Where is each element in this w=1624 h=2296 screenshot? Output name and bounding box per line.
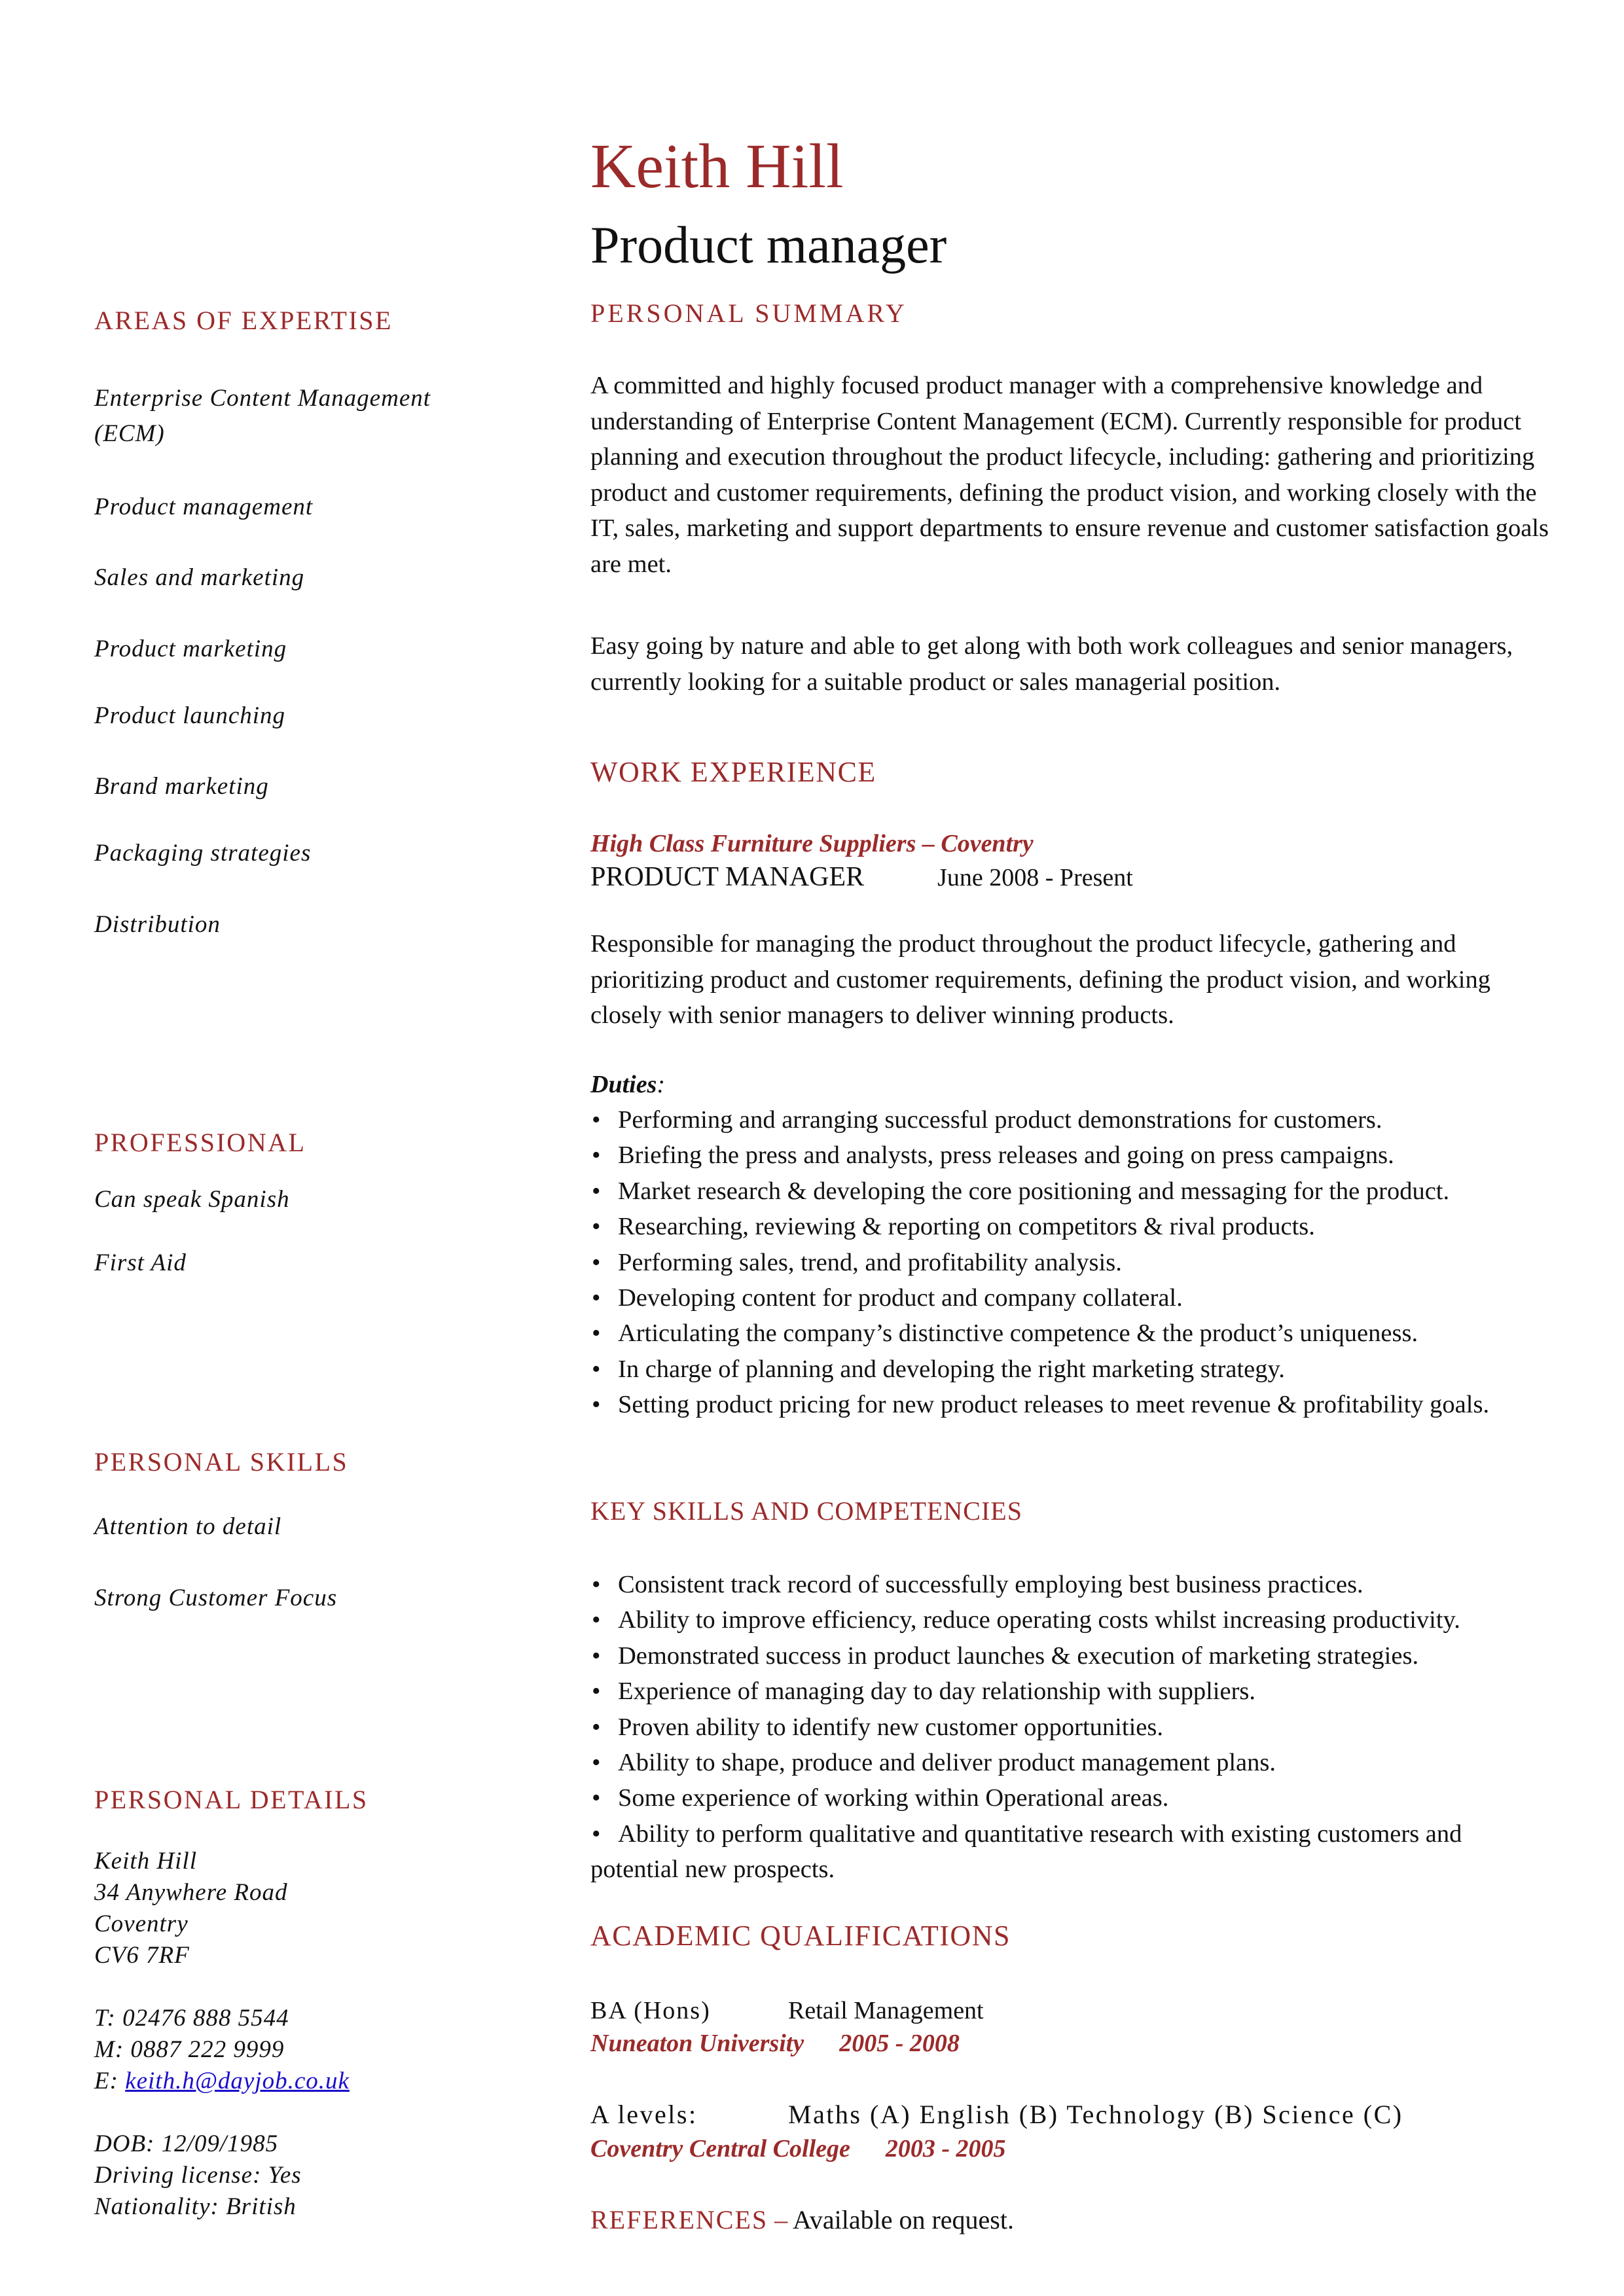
expertise-item: Product management xyxy=(94,493,314,520)
details-email-row xyxy=(94,2066,350,2097)
list-item: • Briefing the press and analysts, press releases and going on press campaigns. xyxy=(590,1138,1553,1173)
list-item: • Researching, reviewing & reporting on competitors & rival products. xyxy=(590,1209,1553,1244)
skill-item: Strong Customer Focus xyxy=(94,1585,338,1611)
details-heading: PERSONAL DETAILS xyxy=(94,1785,369,1814)
university-name: Nuneaton University xyxy=(590,2030,804,2057)
university-row xyxy=(590,2029,960,2058)
alevels-label: A levels: xyxy=(590,2100,698,2129)
list-item: • Experience of managing day to day relationship with suppliers. xyxy=(590,1674,1553,1709)
alevels-grades: Maths (A) English (B) Technology (B) Science (C) xyxy=(788,2100,1403,2129)
references-separator: – xyxy=(768,2205,793,2234)
university-years: 2005 - 2008 xyxy=(839,2030,960,2057)
list-item: • Ability to perform qualitative and quantitative research with existing customers and potential new prospects. xyxy=(590,1816,1553,1888)
details-phone: T: 02476 888 5544 xyxy=(94,2005,289,2032)
expertise-item: Packaging strategies xyxy=(94,840,312,867)
bullet-icon: • xyxy=(592,1677,601,1706)
expertise-item: Enterprise Content Management (ECM) xyxy=(94,385,431,447)
list-item: • Setting product pricing for new product releases to meet revenue & profitability goals. xyxy=(590,1387,1553,1422)
skills-heading: PERSONAL SKILLS xyxy=(94,1447,349,1477)
skill-item: Attention to detail xyxy=(94,1513,282,1540)
details-postcode: CV6 7RF xyxy=(94,1942,190,1969)
degree: BA (Hons) xyxy=(590,1997,711,2024)
list-item: • In charge of planning and developing the right marketing strategy. xyxy=(590,1352,1553,1387)
college-row xyxy=(590,2134,1006,2163)
list-item: • Developing content for product and company collateral. xyxy=(590,1280,1553,1316)
bullet-icon: • xyxy=(592,1820,601,1848)
details-driving: Driving license: Yes xyxy=(94,2162,302,2189)
professional-heading: PROFESSIONAL xyxy=(94,1128,306,1157)
employer-name: High Class Furniture Suppliers – Coventry xyxy=(590,830,1034,857)
bullet-icon: • xyxy=(592,1749,601,1777)
list-item: • Articulating the company’s distinctive competence & the product’s uniqueness. xyxy=(590,1316,1553,1351)
expertise-item: Product marketing xyxy=(94,636,287,662)
list-item: • Demonstrated success in product launches & execution of marketing strategies. xyxy=(590,1638,1553,1674)
bullet-icon: • xyxy=(592,1355,601,1383)
details-nationality: Nationality: British xyxy=(94,2193,297,2220)
duties-colon: : xyxy=(657,1071,666,1098)
academic-heading: ACADEMIC QUALIFICATIONS xyxy=(590,1920,1011,1952)
expertise-item: Distribution xyxy=(94,911,221,938)
list-item: • Proven ability to identify new customer opportunities. xyxy=(590,1710,1553,1745)
key-skills-list xyxy=(590,1567,1553,1888)
professional-item: First Aid xyxy=(94,1249,187,1276)
duties-list xyxy=(590,1102,1553,1423)
expertise-heading: AREAS OF EXPERTISE xyxy=(94,306,393,335)
email-link[interactable]: keith.h@dayjob.co.uk xyxy=(125,2068,350,2094)
email-label: E: xyxy=(94,2068,126,2094)
bullet-icon: • xyxy=(592,1713,601,1741)
list-item: • Ability to shape, produce and deliver product management plans. xyxy=(590,1745,1553,1780)
alevels-row xyxy=(590,2099,1553,2132)
references-label: REFERENCES xyxy=(590,2205,768,2234)
list-item: • Performing sales, trend, and profitability analysis. xyxy=(590,1245,1553,1280)
bullet-icon: • xyxy=(592,1641,601,1670)
list-item: • Performing and arranging successful product demonstrations for customers. xyxy=(590,1102,1553,1138)
details-dob: DOB: 12/09/1985 xyxy=(94,2130,279,2157)
expertise-item: Sales and marketing xyxy=(94,564,305,591)
list-item: • Ability to improve efficiency, reduce operating costs whilst increasing productivity. xyxy=(590,1602,1553,1638)
candidate-name: Keith Hill xyxy=(590,131,844,201)
bullet-icon: • xyxy=(592,1784,601,1812)
details-city: Coventry xyxy=(94,1910,189,1937)
duties-label-text: Duties xyxy=(590,1071,657,1098)
bullet-icon: • xyxy=(592,1141,601,1170)
degree-row xyxy=(590,1996,1553,2029)
experience-heading: WORK EXPERIENCE xyxy=(590,756,876,788)
bullet-icon: • xyxy=(592,1391,601,1419)
expertise-item: Product launching xyxy=(94,702,286,729)
summary-heading: PERSONAL SUMMARY xyxy=(590,298,907,328)
summary-paragraph: Easy going by nature and able to get along with both work colleagues and senior managers, currently looking for a suitable product or sales managerial position. xyxy=(590,632,1513,696)
job-line xyxy=(590,861,1133,893)
degree-subject: Retail Management xyxy=(788,1997,984,2024)
list-item: • Market research & developing the core positioning and messaging for the product. xyxy=(590,1174,1553,1209)
college-name: Coventry Central College xyxy=(590,2135,850,2162)
job-description: Responsible for managing the product throughout the product lifecycle, gathering and prioritizing product and customer requirements, defining the product vision, and working closely with senior managers to deliver winning products. xyxy=(590,930,1490,1029)
references-row xyxy=(590,2204,1014,2235)
references-text: Available on request. xyxy=(792,2205,1014,2234)
job-title: PRODUCT MANAGER xyxy=(590,862,865,892)
list-item: • Some experience of working within Operational areas. xyxy=(590,1780,1553,1816)
bullet-icon: • xyxy=(592,1319,601,1348)
bullet-icon: • xyxy=(592,1571,601,1598)
expertise-item: Brand marketing xyxy=(94,773,269,800)
duties-label xyxy=(590,1070,665,1099)
bullet-icon: • xyxy=(592,1213,601,1241)
bullet-icon: • xyxy=(592,1606,601,1634)
list-item: • Consistent track record of successfully employing best business practices. xyxy=(590,1567,1553,1602)
bullet-icon: • xyxy=(592,1248,601,1276)
key-skills-heading: KEY SKILLS AND COMPETENCIES xyxy=(590,1496,1022,1526)
details-mobile: M: 0887 222 9999 xyxy=(94,2036,285,2063)
details-street: 34 Anywhere Road xyxy=(94,1879,288,1906)
details-name: Keith Hill xyxy=(94,1848,197,1874)
summary-paragraph: A committed and highly focused product manager with a comprehensive knowledge and understanding of Enterprise Content Management (ECM). Currently responsible for product planning and execution throughout the product lifecycle, including: gathering and prioritizing product and customer requirements, defining the product vision, and working closely with the IT, sales, marketing and support departments to ensure revenue and customer satisfaction goals are met. xyxy=(590,372,1549,578)
college-years: 2003 - 2005 xyxy=(885,2135,1006,2162)
bullet-icon: • xyxy=(592,1106,601,1134)
professional-item: Can speak Spanish xyxy=(94,1186,290,1213)
bullet-icon: • xyxy=(592,1177,601,1205)
candidate-role: Product manager xyxy=(590,217,947,274)
job-dates: June 2008 - Present xyxy=(937,864,1133,891)
bullet-icon: • xyxy=(592,1284,601,1312)
